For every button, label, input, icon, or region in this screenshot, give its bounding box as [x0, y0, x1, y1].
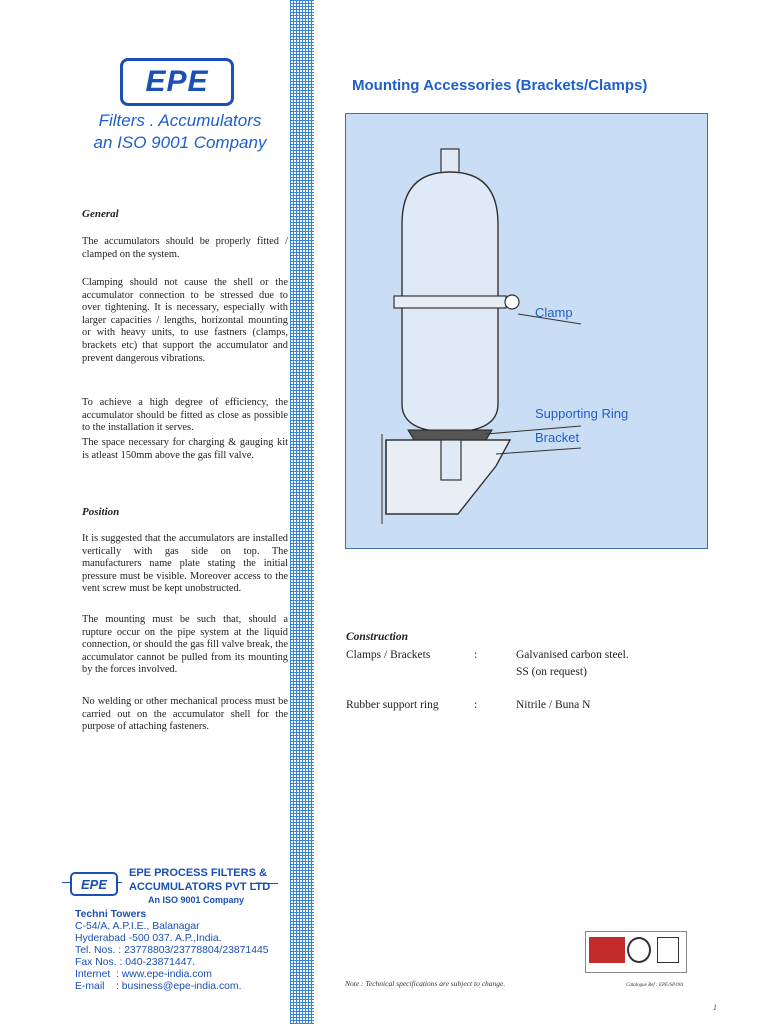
- cons-sep-1: :: [474, 649, 478, 661]
- footer-company-line2: ACCUMULATORS PVT LTD: [129, 881, 271, 893]
- addr-line-6: Internet : www.epe-india.com: [75, 969, 212, 980]
- certification-logo: [585, 931, 685, 971]
- position-heading: Position: [82, 506, 120, 518]
- addr-line-1: Techni Towers: [75, 909, 147, 920]
- footer-company-line1: EPE PROCESS FILTERS &: [129, 867, 267, 879]
- general-para-3a: To achieve a high degree of efficiency, the accumulator should be fitted as close as possible to the installation it serves.: [82, 397, 288, 434]
- footer-rule: [250, 883, 278, 884]
- general-para-1: The accumulators should be properly fitted / clamped on the system.: [82, 236, 288, 260]
- construction-heading: Construction: [346, 631, 408, 643]
- page-number: 1: [713, 1003, 717, 1012]
- addr-line-4: Tel. Nos. : 23778803/23778804/23871445: [75, 945, 269, 956]
- addr-line-3: Hyderabad -500 037. A.P.,India.: [75, 933, 222, 944]
- position-para-1: It is suggested that the accumulators are installed vertically with gas side on top. The manufacturers name plate stating the initial pressure must be visible. Moreover access to the vent screw must be kept unobstructed.: [82, 533, 288, 595]
- page-title: Mounting Accessories (Brackets/Clamps): [352, 77, 648, 94]
- addr-line-2: C-54/A, A.P.I.E., Balanagar: [75, 921, 200, 932]
- cons-value-2: Nitrile / Buna N: [516, 699, 591, 711]
- callout-supporting-ring: Supporting Ring: [535, 406, 629, 421]
- accumulator-figure: [345, 113, 708, 549]
- callout-clamp: Clamp: [535, 305, 573, 320]
- epe-logo: [120, 58, 234, 106]
- general-heading: General: [82, 208, 119, 220]
- catalogue-ref: Catalogue Ref : EPE/SP/001: [626, 983, 684, 988]
- general-para-3b: The space necessary for charging & gauging kit is atleast 150mm above the gas fill valve.: [82, 437, 288, 461]
- tagline-line1: Filters . Accumulators: [98, 111, 262, 130]
- position-para-2: The mounting must be such that, should a rupture occur on the pipe system at the liquid connection, or should the gas fill valve break, the accumulator cannot be pulled from its mounting by the forces involved.: [82, 614, 288, 676]
- cons-value-1b: SS (on request): [516, 666, 587, 678]
- footer-logo: [62, 872, 122, 894]
- cons-label-2: Rubber support ring: [346, 699, 439, 711]
- logo-text: EPE: [145, 65, 209, 98]
- callout-bracket: Bracket: [535, 430, 580, 445]
- dotted-divider: [290, 0, 314, 1024]
- addr-line-7: E-mail : business@epe-india.com.: [75, 981, 242, 992]
- accumulator-drawing: [346, 114, 709, 550]
- position-para-3: No welding or other mechanical process must be carried out on the accumulator shell for the purpose of attaching fasteners.: [82, 696, 288, 733]
- footer-logo-text: EPE: [80, 876, 107, 892]
- cons-value-1: Galvanised carbon steel.: [516, 649, 629, 661]
- cons-label-1: Clamps / Brackets: [346, 649, 431, 661]
- spec-note: Note : Technical specifications are subject to change.: [345, 979, 506, 988]
- general-para-2: Clamping should not cause the shell or the accumulator connection to be stressed due to over tightening. It is necessary, especially with larger capacities / lengths, horizontal mounting or with heavy units, to use fastners (clamps, brackets etc) that support the accumulator and prevent dangerous vibrations.: [82, 277, 288, 364]
- cons-sep-2: :: [474, 699, 478, 711]
- footer-iso: An ISO 9001 Company: [148, 895, 245, 905]
- addr-line-5: Fax Nos. : 040-23871447.: [75, 957, 196, 968]
- tagline-line2: an ISO 9001 Company: [93, 133, 267, 152]
